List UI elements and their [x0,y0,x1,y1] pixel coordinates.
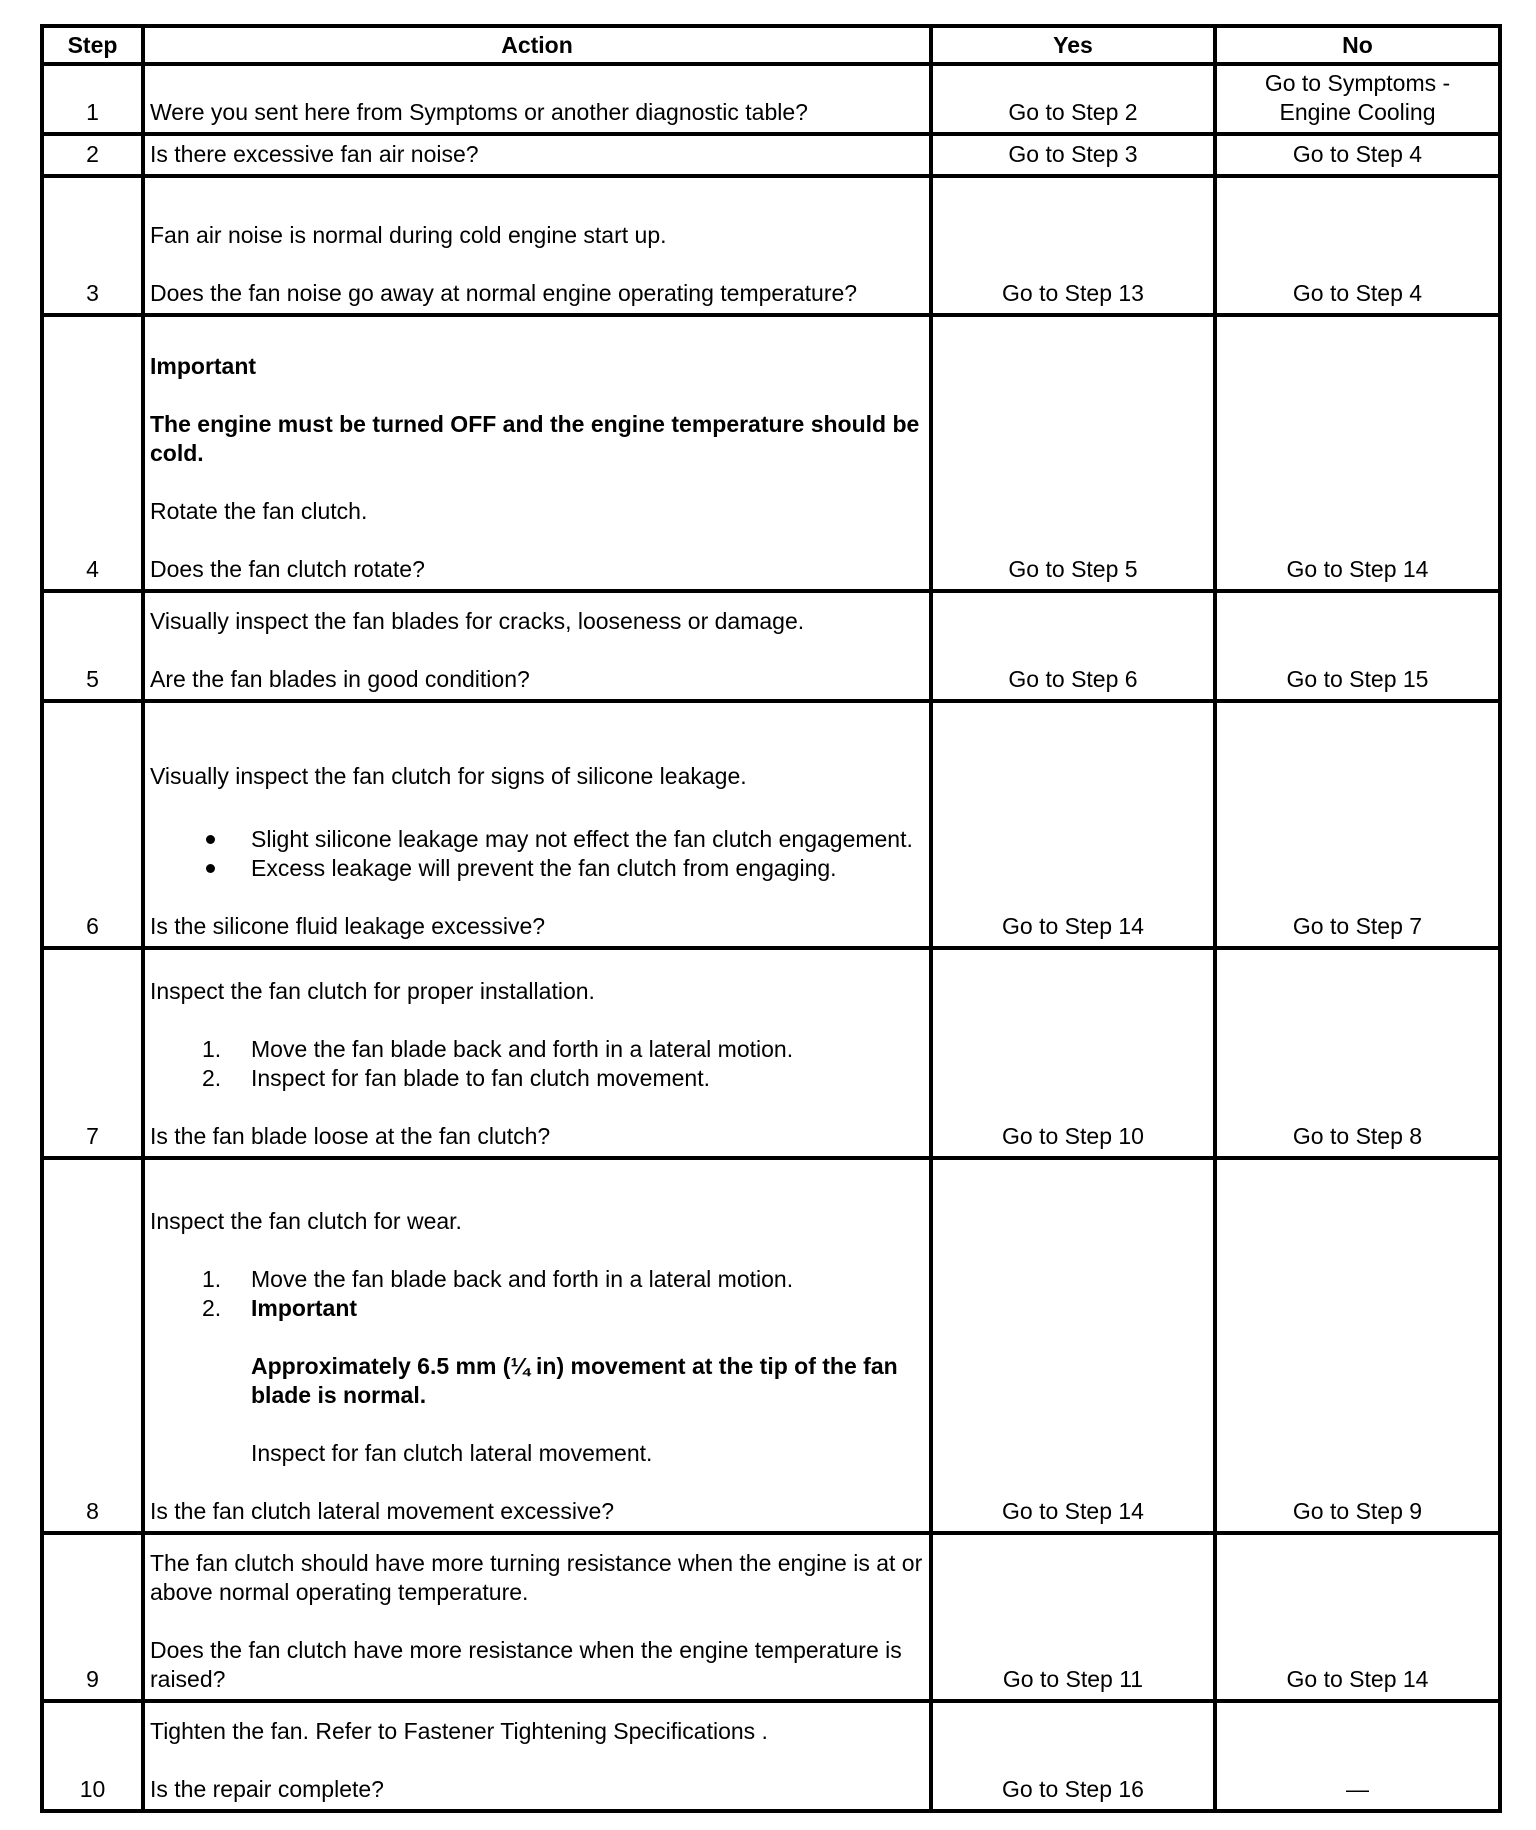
numbered-item [150,1035,924,1064]
no-text-line2: Engine Cooling [1279,99,1436,125]
header-action: Action [143,26,931,64]
table-row [42,1701,1500,1811]
question-text: Does the fan noise go away at normal engine operating temperature? [150,280,858,306]
question-text: Are the fan blades in good condition? [150,666,530,692]
warning-text: Approximately 6.5 mm (¼ in) movement at the tip of the fan blade is normal. [251,1353,898,1408]
question-text: Does the fan clutch have more resistance when the engine temperature is raised? [150,1637,902,1692]
instruction-text: The fan clutch should have more turning resistance when the engine is at or above normal operating temperature. [150,1550,923,1605]
table-row [42,1158,1500,1533]
item-text: Inspect for fan blade to fan clutch movement. [251,1065,710,1091]
no-text-line1: Go to Symptoms - [1264,70,1451,96]
item-text: Inspect for fan clutch lateral movement. [251,1440,653,1466]
instruction-text: Inspect the fan clutch for wear. [150,1208,462,1234]
bullet-text: Excess leakage will prevent the fan clutch from engaging. [251,855,837,881]
table-row [42,701,1500,948]
action-cell [143,591,931,701]
bullet-item [150,854,924,883]
yes-cell: Go to Step 11 [931,1533,1215,1701]
step-number: 3 [42,176,143,315]
warning-text: The engine must be turned OFF and the engine temperature should be cold. [150,411,920,466]
item-number: 2. [202,1065,222,1091]
header-no: No [1215,26,1500,64]
table-row [42,315,1500,591]
instruction-text: Inspect the fan clutch for proper installation. [150,978,595,1004]
instruction-text: Rotate the fan clutch. [150,498,368,524]
step-number: 6 [42,701,143,948]
instruction-text: Visually inspect the fan blades for cracks, looseness or damage. [150,608,805,634]
table-row [42,176,1500,315]
important-label: Important [150,353,257,379]
yes-cell: Go to Step 14 [931,701,1215,948]
header-row [42,26,1500,64]
bullet-text: Slight silicone leakage may not effect the fan clutch engagement. [251,826,913,852]
table-row [42,948,1500,1158]
instruction-text: Tighten the fan. Refer to Fastener Tightening Specifications . [150,1718,768,1744]
action-cell [143,176,931,315]
step-number: 4 [42,315,143,591]
step-number: 10 [42,1701,143,1811]
table-row [42,134,1500,176]
numbered-item [150,1294,924,1323]
action-cell [143,1533,931,1701]
action-cell [143,64,931,134]
table-row [42,64,1500,134]
question-text: Were you sent here from Symptoms or another diagnostic table? [150,99,808,125]
instruction-text: Fan air noise is normal during cold engine start up. [150,222,667,248]
step-number: 1 [42,64,143,134]
item-number: 1. [202,1266,222,1292]
yes-cell: Go to Step 3 [931,134,1215,176]
question-text: Is the fan blade loose at the fan clutch? [150,1123,551,1149]
action-cell [143,701,931,948]
yes-cell: Go to Step 10 [931,948,1215,1158]
no-cell: Go to Step 14 [1215,315,1500,591]
step-number: 8 [42,1158,143,1533]
table-row [42,1533,1500,1701]
yes-cell: Go to Step 2 [931,64,1215,134]
no-cell: Go to Step 9 [1215,1158,1500,1533]
diagnostic-table [40,24,1502,1813]
table-row [42,591,1500,701]
action-cell [143,948,931,1158]
item-text: Move the fan blade back and forth in a lateral motion. [251,1266,794,1292]
question-text: Is there excessive fan air noise? [150,141,479,167]
step-number: 5 [42,591,143,701]
item-text: Move the fan blade back and forth in a lateral motion. [251,1036,794,1062]
question-text: Is the repair complete? [150,1776,384,1802]
no-cell: Go to Step 4 [1215,134,1500,176]
step-number: 2 [42,134,143,176]
yes-cell: Go to Step 16 [931,1701,1215,1811]
header-step: Step [42,26,143,64]
bullet-item [150,825,924,854]
yes-cell: Go to Step 13 [931,176,1215,315]
action-cell [143,134,931,176]
question-text: Is the silicone fluid leakage excessive? [150,913,546,939]
action-cell [143,315,931,591]
numbered-item [150,1265,924,1294]
no-cell: — [1215,1701,1500,1811]
numbered-item [150,1064,924,1093]
instruction-text: Visually inspect the fan clutch for signs of silicone leakage. [150,763,747,789]
yes-cell: Go to Step 14 [931,1158,1215,1533]
no-cell [1215,64,1500,134]
no-cell: Go to Step 4 [1215,176,1500,315]
yes-cell: Go to Step 5 [931,315,1215,591]
item-number: 2. [202,1295,222,1321]
yes-cell: Go to Step 6 [931,591,1215,701]
action-cell [143,1158,931,1533]
bullet-dot-icon [206,835,215,844]
no-cell: Go to Step 8 [1215,948,1500,1158]
question-text: Is the fan clutch lateral movement excessive? [150,1498,615,1524]
no-cell: Go to Step 14 [1215,1533,1500,1701]
action-cell [143,1701,931,1811]
step-number: 7 [42,948,143,1158]
no-cell: Go to Step 15 [1215,591,1500,701]
header-yes: Yes [931,26,1215,64]
important-label: Important [251,1295,358,1321]
step-number: 9 [42,1533,143,1701]
question-text: Does the fan clutch rotate? [150,556,425,582]
item-number: 1. [202,1036,222,1062]
bullet-dot-icon [206,864,215,873]
no-cell: Go to Step 7 [1215,701,1500,948]
